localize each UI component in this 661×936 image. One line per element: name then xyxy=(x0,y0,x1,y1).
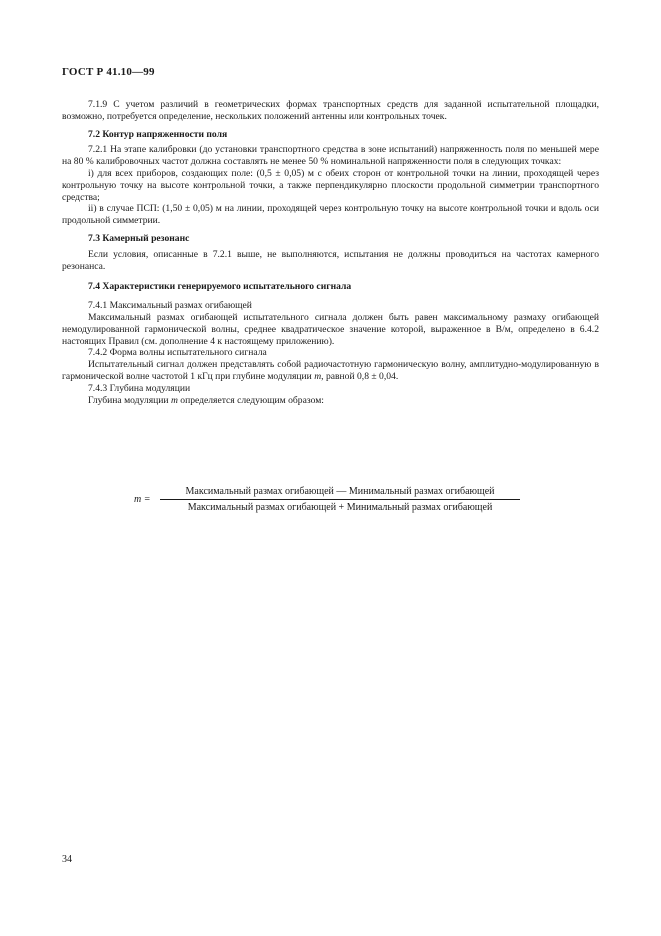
subheading-7-4-3: 7.4.3 Глубина модуляции xyxy=(88,382,191,394)
modulation-depth-formula xyxy=(134,486,534,516)
formula-fraction xyxy=(160,486,520,513)
paragraph-7-4-2-text-b: , равной 0,8 ± 0,04. xyxy=(321,370,399,382)
subheading-7-4-1: 7.4.1 Максимальный размах огибающей xyxy=(88,300,252,312)
paragraph-7-4-2 xyxy=(62,359,599,383)
paragraph-7-2-1-i: i) для всех приборов, создающих поле: (0,5 ± 0,05) м с обеих сторон от контрольной точки на линии, проходящей через контрольную точку на высоте контрольной точки, а также перпендикулярно плоскости продольной симметрии транспортного средства; xyxy=(62,167,599,203)
document-body xyxy=(62,99,599,406)
paragraph-7-4-2-text-a: Испытательный сигнал должен представлять собой радиочастотную гармоническую волну, амплитудно-модулированную в гармонической волне частотой 1 кГц при глубине модуляции xyxy=(62,359,599,382)
modulation-symbol: m xyxy=(170,394,178,406)
heading-7-3: 7.3 Камерный резонанс xyxy=(88,232,190,244)
paragraph-7-3: Если условия, описанные в 7.2.1 выше, не выполняются, испытания не должны проводиться на частотах камерного резонанса. xyxy=(62,248,599,272)
formula-lhs: m = xyxy=(134,494,151,505)
paragraph-7-4-1: Максимальный размах огибающей испытательного сигнала должен быть равен максимальному размаху огибающей немодулированной гармонической волны, среднее квадратическое значение которой, выраженное в В/м, определено в 6.4.2 настоящих Правил (см. дополнение 4 к настоящему приложению). xyxy=(62,311,599,347)
paragraph-7-4-3-text-a: Глубина модуляции xyxy=(88,394,171,406)
paragraph-7-2-1-ii: ii) в случае ПСП: (1,50 ± 0,05) м на линии, проходящей через контрольную точку на высоте контрольной точки и вдоль оси продольной симметрии. xyxy=(62,203,599,227)
document-header: ГОСТ Р 41.10—99 xyxy=(62,66,155,78)
heading-7-4: 7.4 Характеристики генерируемого испытательного сигнала xyxy=(88,281,352,293)
paragraph-7-4-3-text-b: определяется следующим образом: xyxy=(177,394,324,406)
paragraph-7-2-1: 7.2.1 На этапе калибровки (до установки транспортного средства в зоне испытаний) напряженность поля по меньшей мере на 80 % калибровочных частот должна составлять не менее 50 % номинальной напряженности поля в следующих точках: xyxy=(62,144,599,168)
formula-denominator: Максимальный размах огибающей + Минимальный размах огибающей xyxy=(187,502,493,513)
paragraph-7-4-3 xyxy=(62,395,599,407)
subheading-7-4-2: 7.4.2 Форма волны испытательного сигнала xyxy=(88,347,267,359)
modulation-symbol: m xyxy=(314,370,322,382)
heading-7-2: 7.2 Контур напряженности поля xyxy=(88,128,228,140)
paragraph-7-1-9: 7.1.9 С учетом различий в геометрических формах транспортных средств для заданной испытательной площадки, возможно, потребуется определение, нескольких положений антенны или контрольных точек. xyxy=(62,99,599,122)
formula-numerator: Максимальный размах огибающей — Минимальный размах огибающей xyxy=(160,486,520,500)
page-number: 34 xyxy=(62,854,72,865)
